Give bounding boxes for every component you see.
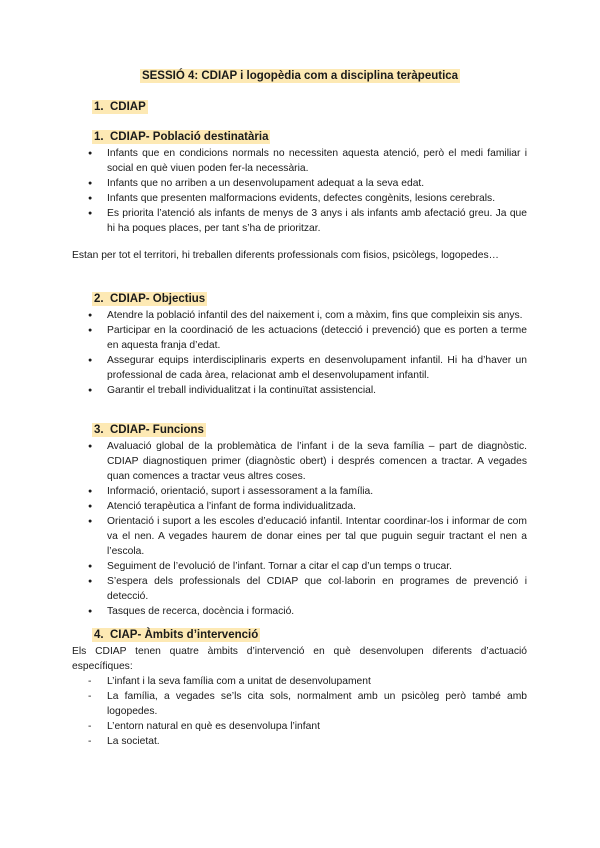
list-item: ● Tasques de recerca, docència i formació. (72, 604, 527, 619)
list-item: ● Infants que en condicions normals no necessiten aquesta atenció, però el medi familiar i social en què viuen poden fer-la necessària. (72, 146, 527, 176)
poblacio-list (72, 146, 527, 236)
heading-text: CDIAP- Població destinatària (110, 131, 269, 143)
heading-text: CDIAP (110, 101, 146, 113)
list-item: ● Infants que no arriben a un desenvolupament adequat a la seva edat. (72, 176, 527, 191)
territori-paragraph: Estan per tot el territori, hi treballen diferents professionals com fisios, psicòlegs, logopedes… (72, 250, 499, 261)
heading-number: 2. (94, 293, 104, 305)
list-item: ● Infants que presenten malformacions evidents, defectes congènits, lesions cerebrals. (72, 191, 527, 206)
list-item: ● Seguiment de l’evolució de l’infant. Tornar a citar el cap d’un temps o trucar. (72, 559, 527, 574)
list-item: ● Assegurar equips interdisciplinaris experts en desenvolupament infantil. Hi ha d’haver un professional de cada àrea, relacionat amb el desenvolupament infantil. (72, 353, 527, 383)
objectius-list (72, 308, 527, 398)
list-item: - La família, a vegades se’ls cita sols, normalment amb un psicòleg però també amb logopedes. (72, 689, 527, 719)
list-item: ● Participar en la coordinació de les actuacions (detecció i prevenció) que es porten a terme en aquesta franja d’edat. (72, 323, 527, 353)
list-item: ● Garantir el treball individualitzat i la continuïtat assistencial. (72, 383, 527, 398)
heading-text: CIAP- Àmbits d’intervenció (110, 629, 259, 641)
heading-number: 1. (94, 101, 104, 113)
heading-funcions (92, 424, 206, 436)
ambits-paragraph: Els CDIAP tenen quatre àmbits d’intervenció en què desenvolupen diferents d’actuació específiques: (72, 646, 527, 672)
list-item: - La societat. (72, 734, 527, 749)
list-item: ● Atenció terapèutica a l’infant de forma individualitzada. (72, 499, 527, 514)
list-item: ● Atendre la població infantil des del naixement i, com a màxim, fins que compleixin sis anys. (72, 308, 527, 323)
page-title (0, 70, 600, 82)
heading-number: 1. (94, 131, 104, 143)
list-item: ● S’espera dels professionals del CDIAP que col·laborin en programes de prevenció i detecció. (72, 574, 527, 604)
heading-poblacio (92, 131, 270, 143)
ambits-list (72, 674, 527, 749)
funcions-list (72, 439, 527, 619)
heading-cdiap (92, 101, 148, 113)
list-item: ● Es priorita l’atenció als infants de menys de 3 anys i als infants amb afectació greu. Ja que hi ha poques places, per tant s’ha de prioritzar. (72, 206, 527, 236)
list-item: ● Orientació i suport a les escoles d’educació infantil. Intentar coordinar-los i informar de com va el nen. A vegades haurem de donar eines per tal que puguin seguir tractant el nen a l’escola. (72, 514, 527, 559)
list-item: - L’infant i la seva família com a unitat de desenvolupament (72, 674, 527, 689)
heading-text: CDIAP- Funcions (110, 424, 204, 436)
list-item: ● Informació, orientació, suport i assessorament a la família. (72, 484, 527, 499)
heading-ambits (92, 629, 260, 641)
heading-number: 3. (94, 424, 104, 436)
heading-number: 4. (94, 629, 104, 641)
list-item: ● Avaluació global de la problemàtica de l’infant i de la seva família – part de diagnòstic. CDIAP diagnostiquen primer (diagnòstic obert) i després comencen a tractar. A vegades quan comences a tractar veus altres coses. (72, 439, 527, 484)
heading-objectius (92, 293, 207, 305)
page-title-text: SESSIÓ 4: CDIAP i logopèdia com a disciplina teràpeutica (141, 70, 459, 82)
list-item: - L’entorn natural en què es desenvolupa l’infant (72, 719, 527, 734)
heading-text: CDIAP- Objectius (110, 293, 206, 305)
